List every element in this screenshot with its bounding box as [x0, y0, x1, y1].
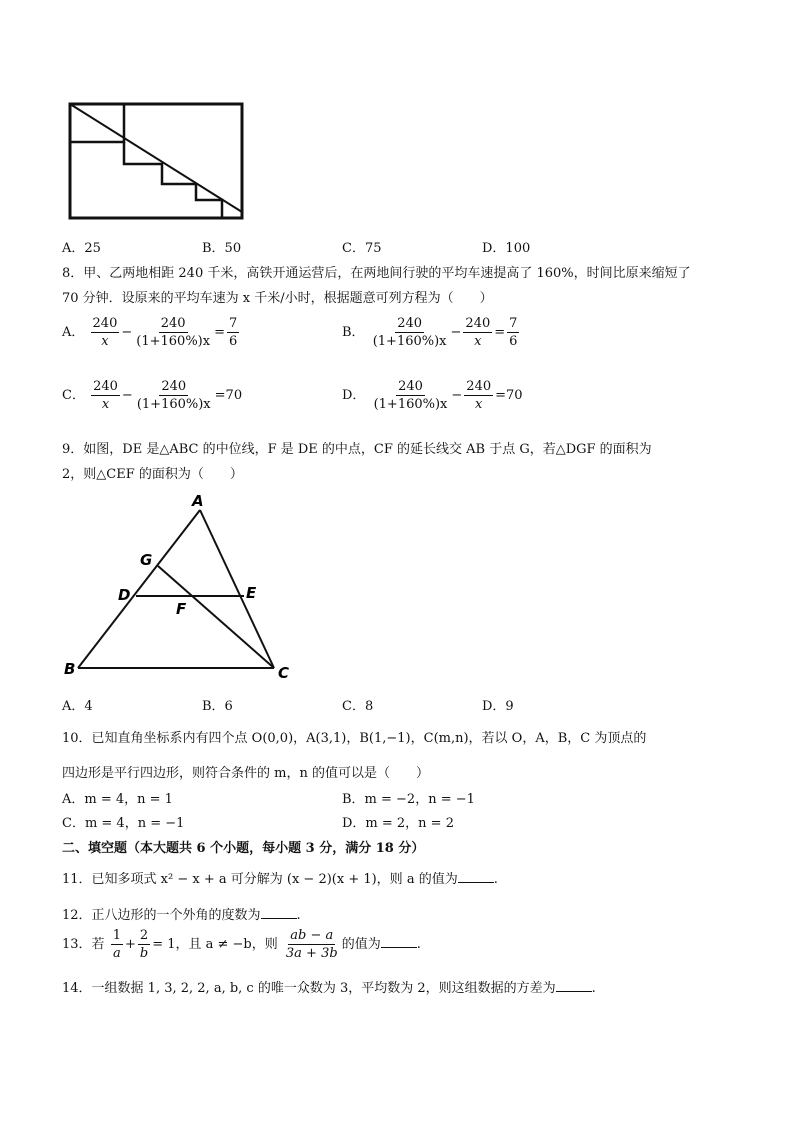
q9-label-d: D	[118, 586, 131, 604]
q12-answer-blank[interactable]	[261, 906, 297, 919]
q8-b-frac2: $\frac{240}{x}$	[465, 316, 491, 349]
q8-a-frac3: $\frac{7}{6}$	[228, 316, 238, 349]
q13-line: 13．若 $\frac{1}{a}$ + $\frac{2}{b}$ = 1，且 a ≠ −b，则 $\frac{ab - a}{3a + 3b}$ 的值为 .	[62, 928, 421, 961]
q13-answer-blank[interactable]	[381, 935, 417, 948]
q9-option-b[interactable]: B．6	[202, 699, 233, 714]
q9-option-a[interactable]: A．4	[62, 699, 93, 714]
q8-b-frac1: $\frac{240}{(1+160\%)x}$	[372, 316, 447, 349]
q9-label-g: G	[140, 551, 153, 569]
q9-label-f: F	[176, 600, 187, 618]
q8-d-frac1: $\frac{240}{(1+160\%)x}$	[373, 379, 448, 412]
q8-c-frac2: $\frac{240}{(1+160\%)x}$	[136, 379, 211, 412]
q9-stem-line1: 9．如图，DE 是△ABC 的中位线，F 是 DE 的中点，CF 的延长线交 AB 于点 G，若△DGF 的面积为	[62, 442, 652, 457]
q8-a-frac1: $\frac{240}{x}$	[92, 316, 118, 349]
q10-option-b[interactable]: B．m = −2，n = −1	[342, 792, 475, 807]
q9-stem-line2: 2，则△CEF 的面积为（ ）	[62, 467, 243, 482]
q11-answer-blank[interactable]	[458, 870, 494, 883]
q12-line: 12．正八边形的一个外角的度数为 .	[62, 908, 301, 923]
q9-side-ab	[78, 510, 200, 668]
q9-label-b: B	[64, 660, 76, 678]
q8-option-c-label: C．	[62, 388, 85, 403]
q8-option-d[interactable]: D． $\frac{240}{(1+160\%)x}$ − $\frac{240}{x}$ =70	[342, 379, 523, 412]
q7-figure	[64, 96, 248, 224]
q9-label-e: E	[246, 584, 257, 602]
q9-triangle-figure	[60, 490, 300, 686]
q8-option-a[interactable]: A． $\frac{240}{x}$ − $\frac{240}{(1+160\%)x}$ = $\frac{7}{6}$	[62, 316, 238, 349]
q9-label-c: C	[278, 664, 290, 682]
q9-option-c[interactable]: C．8	[342, 699, 374, 714]
q11-text: 11．已知多项式 x² − x + a 可分解为 (x − 2)(x + 1)，则 a 的值为	[62, 872, 458, 887]
q8-option-a-label: A．	[62, 325, 85, 340]
q7-option-b[interactable]: B．50	[202, 241, 242, 256]
q7-diagonal	[70, 104, 242, 212]
q8-stem-line1: 8．甲、乙两地相距 240 千米，高铁开通运营后，在两地间行驶的平均车速提高了 160%，时间比原来缩短了	[62, 266, 691, 281]
q8-option-b[interactable]: B． $\frac{240}{(1+160\%)x}$ − $\frac{240}{x}$ = $\frac{7}{6}$	[342, 316, 518, 349]
q14-text: 14．一组数据 1, 3, 2, 2, a, b, c 的唯一众数为 3，平均数为 2，则这组数据的方差为	[62, 981, 556, 996]
q10-option-d[interactable]: D．m = 2，n = 2	[342, 816, 454, 831]
q8-a-frac2: $\frac{240}{(1+160\%)x}$	[136, 316, 211, 349]
q10-option-a[interactable]: A．m = 4，n = 1	[62, 792, 173, 807]
q7-option-c[interactable]: C．75	[342, 241, 382, 256]
q8-option-b-label: B．	[342, 325, 365, 340]
q8-d-frac2: $\frac{240}{x}$	[466, 379, 492, 412]
q7-option-d[interactable]: D．100	[482, 241, 531, 256]
q9-side-ac	[200, 510, 274, 668]
q14-answer-blank[interactable]	[556, 979, 592, 992]
q10-stem-line2: 四边形是平行四边形，则符合条件的 m，n 的值可以是（ ）	[62, 766, 429, 781]
q10-stem-line1: 10．已知直角坐标系内有四个点 O(0,0)，A(3,1)，B(1,−1)，C(m,n)，若以 O，A，B，C 为顶点的	[62, 731, 647, 746]
q9-option-d[interactable]: D．9	[482, 699, 514, 714]
q13-frac-1-over-a: $\frac{1}{a}$	[112, 928, 121, 961]
q13-frac-target: $\frac{ab - a}{3a + 3b}$	[285, 928, 338, 961]
q8-stem-line2: 70 分钟．设原来的平均车速为 x 千米/小时，根据题意可列方程为（ ）	[62, 291, 493, 306]
q8-option-c[interactable]: C． $\frac{240}{x}$ − $\frac{240}{(1+160\%)x}$ =70	[62, 379, 243, 412]
q9-label-a: A	[192, 492, 204, 510]
q8-b-frac3: $\frac{7}{6}$	[509, 316, 518, 349]
q14-line: 14．一组数据 1, 3, 2, 2, a, b, c 的唯一众数为 3，平均数为 2，则这组数据的方差为 .	[62, 981, 596, 996]
q7-staircase-steps	[124, 142, 222, 218]
section2-title: 二、填空题（本大题共 6 个小题，每小题 3 分，满分 18 分）	[62, 841, 425, 856]
q7-option-a[interactable]: A．25	[62, 241, 101, 256]
q11-line: 11．已知多项式 x² − x + a 可分解为 (x − 2)(x + 1)，则 a 的值为 .	[62, 872, 498, 887]
q13-frac-2-over-b: $\frac{2}{b}$	[139, 928, 149, 961]
q12-text: 12．正八边形的一个外角的度数为	[62, 908, 261, 923]
q8-c-frac1: $\frac{240}{x}$	[93, 379, 118, 412]
q8-option-d-label: D．	[342, 388, 366, 403]
q10-option-c[interactable]: C．m = 4，n = −1	[62, 816, 185, 831]
